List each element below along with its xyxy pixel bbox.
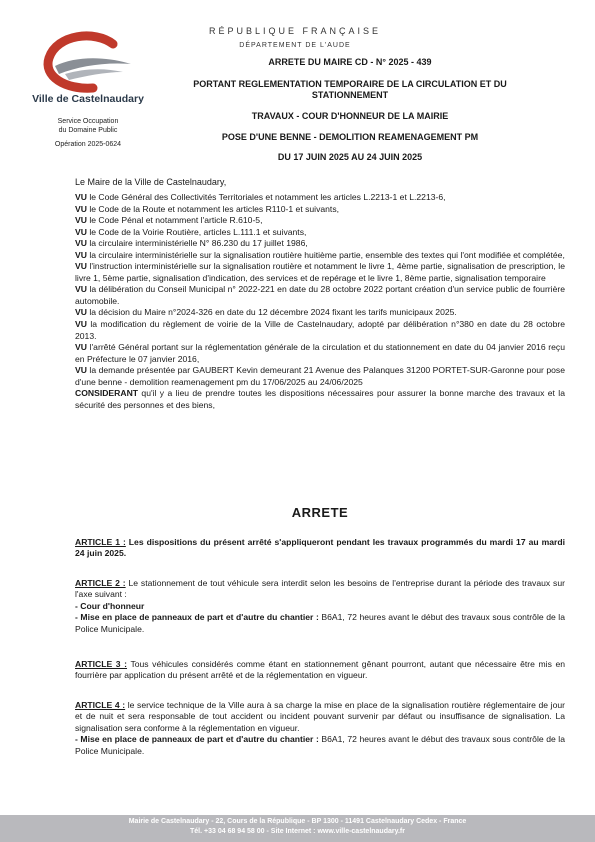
arrete-heading: ARRETE — [291, 505, 349, 520]
footer-address: Mairie de Castelnaudary - 22, Cours de la République - BP 1300 - 11491 Castelnaudary Cedex - France — [128, 818, 467, 825]
article-2-label: ARTICLE 2 : — [75, 578, 126, 588]
footer-contact: Tél. +33 04 68 94 58 00 - Site Internet : www.ville-castelnaudary.fr — [190, 828, 405, 835]
visa-item: VU la décision du Maire n°2024-326 en date du 12 décembre 2024 fixant les tarifs municipaux 2025. — [75, 307, 457, 318]
article-3 — [75, 659, 565, 682]
visa-item: VU la circulaire interministérielle sur la signalisation routière huitième partie, ensemble des textes qui l'ont modifiée et complétée, — [75, 249, 565, 260]
republique-francaise-heading: RÉPUBLIQUE FRANÇAISE — [208, 26, 382, 36]
visa-item: VU le Code de la Voirie Routière, articles L.111.1 et suivants, — [75, 226, 307, 237]
dates-line: DU 17 JUIN 2025 AU 24 JUIN 2025 — [277, 152, 423, 162]
arrete-number: ARRETE DU MAIRE CD - N° 2025 - 439 — [268, 57, 432, 67]
visa-item: VU la circulaire interministérielle N° 86.230 du 17 juillet 1986, — [75, 238, 308, 249]
pose-line: POSE D'UNE BENNE - DEMOLITION REAMENAGEMENT PM — [221, 132, 479, 142]
article-4-panneaux-text: B6A1, 72 heures avant le début des travaux sous contrôle de la Police Municipale. — [75, 734, 565, 756]
footer-band — [0, 815, 595, 842]
ville-de-castelnaudary-label: Ville de Castelnaudary — [32, 93, 144, 105]
maire-intro: Le Maire de la Ville de Castelnaudary, — [75, 177, 227, 187]
article-3-text: Tous véhicules considérés comme étant en stationnement gênant pourront, autant que nécessaire être mis en fourrière par application du présent arrêté et de la réglementation en vigueur. — [75, 659, 566, 681]
portant-line-1: PORTANT REGLEMENTATION TEMPORAIRE DE LA CIRCULATION ET DU — [193, 79, 507, 89]
article-4-label: ARTICLE 4 : — [75, 700, 126, 710]
visa-item: VU la demande présentée par GAUBERT Kevin demeurant 21 Avenue des Palanques 31200 PORTET-SUR-Garonne pour pose d'une benne - demolition reamenagement pm du 17/06/2025 au 24/06/2025 — [75, 365, 565, 387]
article-2-panneaux-bold: - Mise en place de panneaux de part et d'autre du chantier : — [75, 612, 319, 623]
travaux-line: TRAVAUX - COUR D'HONNEUR DE LA MAIRIE — [251, 111, 449, 121]
operation-number: Opération 2025-0624 — [54, 141, 122, 148]
article-1-label: ARTICLE 1 : — [75, 537, 126, 547]
visas-list — [75, 192, 565, 411]
article-4 — [75, 700, 565, 757]
article-2-item: - Cour d'honneur — [75, 600, 145, 611]
article-1 — [75, 537, 565, 560]
considerant-item: CONSIDERANT qu'il y a lieu de prendre toutes les dispositions nécessaires pour assurer la bonne marche des travaux et la sécurité des personnes et des biens, — [75, 388, 565, 410]
visa-item: VU la modification du règlement de voirie de la Ville de Castelnaudary, adopté par délibération n°380 en date du 28 octobre 2013. — [75, 319, 565, 341]
castelnaudary-logo — [35, 30, 135, 94]
visa-item: VU l'instruction interministérielle sur la signalisation routière et notamment le livre 1, 4ème partie, signalisation de prescription, le livre 1, 5ème partie, signalisation d'indication, des services et de repérage et le livre 1, 8ème partie, signalisation temporaire — [75, 261, 565, 283]
article-2-panneaux-text: B6A1, 72 heures avant le début des travaux sous contrôle de la Police Municipale. — [75, 612, 565, 634]
service-line-1: Service Occupation — [57, 118, 119, 125]
visa-item: VU l'arrêté Général portant sur la réglementation générale de la circulation et du stationnement en date du 04 janvier 2016 reçu en Préfecture le 07 janvier 2016, — [75, 342, 565, 364]
departement-subheading: DÉPARTEMENT DE L'AUDE — [239, 42, 351, 49]
article-4-panneaux-bold: - Mise en place de panneaux de part et d'autre du chantier : — [75, 734, 319, 745]
service-label — [28, 117, 148, 135]
service-line-2: du Domaine Public — [58, 127, 118, 134]
article-1-text: Les dispositions du présent arrêté s'appliqueront pendant les travaux programmés du mardi 17 au mardi 24 juin 2025. — [75, 537, 565, 559]
portant-line-2: STATIONNEMENT — [311, 90, 389, 100]
article-2-text: Le stationnement de tout véhicule sera interdit selon les besoins de l'entreprise durant la période des travaux sur l'axe suivant : — [75, 578, 565, 600]
visa-item: VU le Code de la Route et notamment les articles R110-1 et suivants, — [75, 203, 340, 214]
article-2 — [75, 578, 565, 635]
visa-item: VU le Code Pénal et notamment l'article R.610-5, — [75, 215, 263, 226]
visa-item: VU le Code Général des Collectivités Territoriales et notamment les articles L.2213-1 et L.2213-6, — [75, 192, 446, 202]
article-4-text: le service technique de la Ville aura à sa charge la mise en place de la signalisation routière réglementaire de jour et de nuit et sera responsable de tout accident ou incident pouvant survenir par défaut ou insuffisance de signalisation. La signalisation sera conforme à la réglementation en vigueur. — [75, 700, 565, 733]
article-3-label: ARTICLE 3 : — [75, 659, 128, 669]
visa-item: VU la délibération du Conseil Municipal n° 2022-221 en date du 28 octobre 2022 portant création d'un service public de fourrière automobile. — [75, 284, 565, 306]
